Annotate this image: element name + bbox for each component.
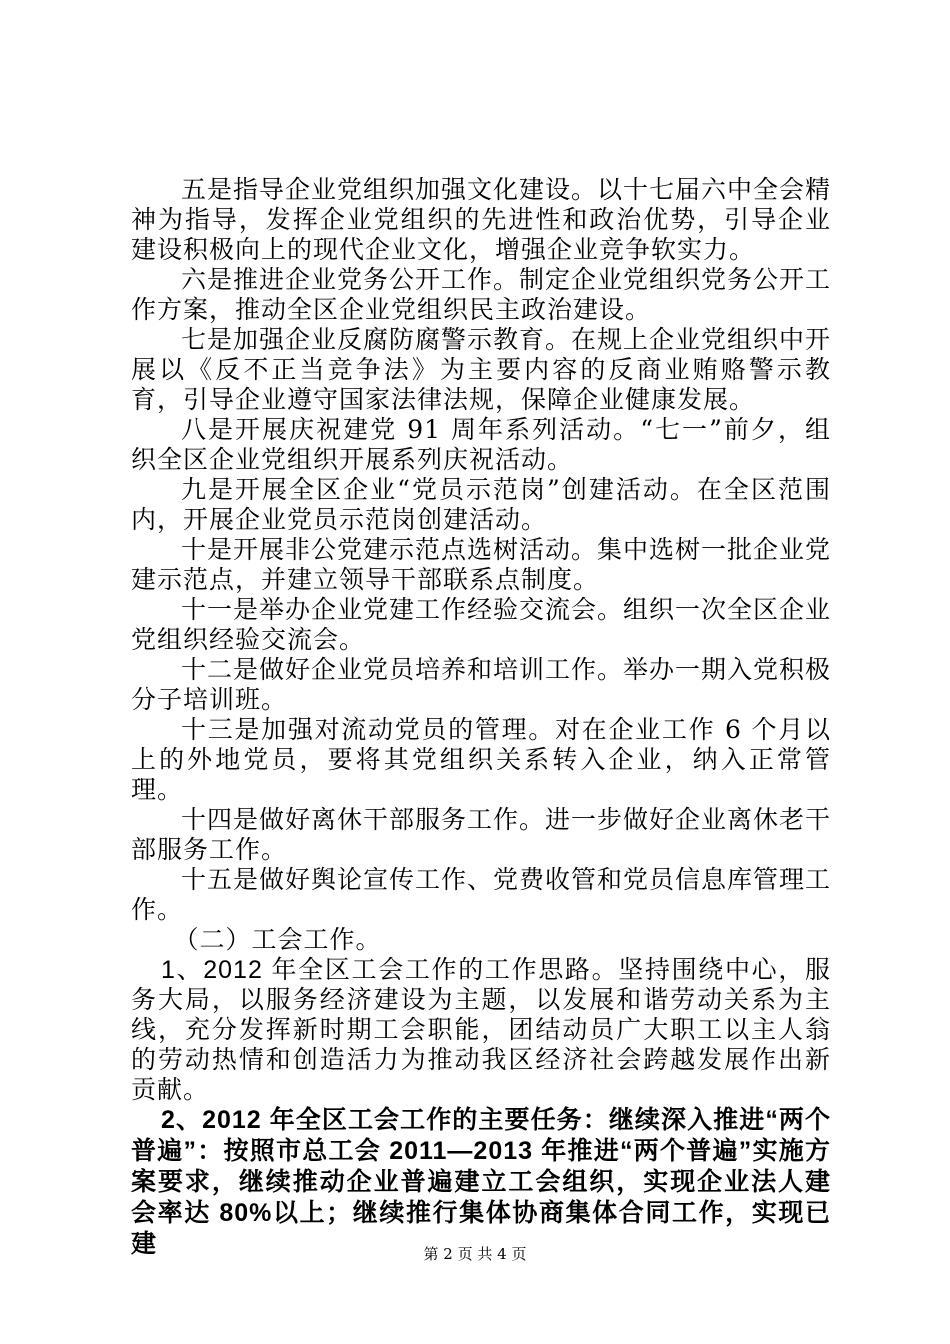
paragraph-15: 十五是做好舆论宣传工作、党费收管和党员信息库管理工作。 (131, 865, 832, 924)
paragraph-12: 十二是做好企业党员培养和培训工作。举办一期入党积极分子培训班。 (131, 655, 832, 714)
page-footer: 第 2 页 共 4 页 (423, 1245, 527, 1263)
work-idea-paragraph: 1、2012 年全区工会工作的工作思路。坚持围绕中心，服务大局，以服务经济建设为主题，以发展和谐劳动关系为主线，充分发挥新时期工会职能，团结动员广大职工以主人翁的劳动热情和创造活力为推动我区经济社会跨越发展作出新贡献。 (131, 956, 831, 1104)
section-heading: （二）工会工作。 (173, 926, 382, 954)
paragraph-8: 八是开展庆祝建党 91 周年系列活动。“七一”前夕，组织全区企业党组织开展系列庆祝活动。 (131, 415, 831, 474)
paragraph-5: 五是指导企业党组织加强文化建设。以十七届六中全会精神为指导，发挥企业党组织的先进性和政治优势，引导企业建设积极向上的现代企业文化，增强企业竞争软实力。 (131, 175, 832, 264)
main-tasks-paragraph: 2、2012 年全区工会工作的主要任务：继续深入推进“两个普遍”：按照市总工会 2011—2013 年推进“两个普遍”实施方案要求，继续推动企业普遍建立工会组织，实现企业法人建会率达 80%以上；继续推行集体协商集体合同工作，实现已建 (131, 1106, 831, 1258)
paragraph-11: 十一是举办企业党建工作经验交流会。组织一次全区企业党组织经验交流会。 (131, 595, 832, 654)
paragraph-6: 六是推进企业党务公开工作。制定企业党组织党务公开工作方案，推动全区企业党组织民主政治建设。 (131, 265, 832, 324)
paragraph-14: 十四是做好离休干部服务工作。进一步做好企业离休老干部服务工作。 (131, 805, 832, 864)
paragraph-7: 七是加强企业反腐防腐警示教育。在规上企业党组织中开展以《反不正当竞争法》为主要内容的反商业贿赂警示教育，引导企业遵守国家法律法规，保障企业健康发展。 (131, 325, 832, 414)
paragraph-10: 十是开展非公党建示范点选树活动。集中选树一批企业党建示范点，并建立领导干部联系点制度。 (131, 535, 832, 594)
document-body (131, 175, 831, 1260)
paragraph-13: 十三是加强对流动党员的管理。对在企业工作 6 个月以上的外地党员，要将其党组织关系转入企业，纳入正常管理。 (131, 715, 831, 804)
paragraph-9: 九是开展全区企业“党员示范岗”创建活动。在全区范围内，开展企业党员示范岗创建活动。 (131, 475, 831, 534)
